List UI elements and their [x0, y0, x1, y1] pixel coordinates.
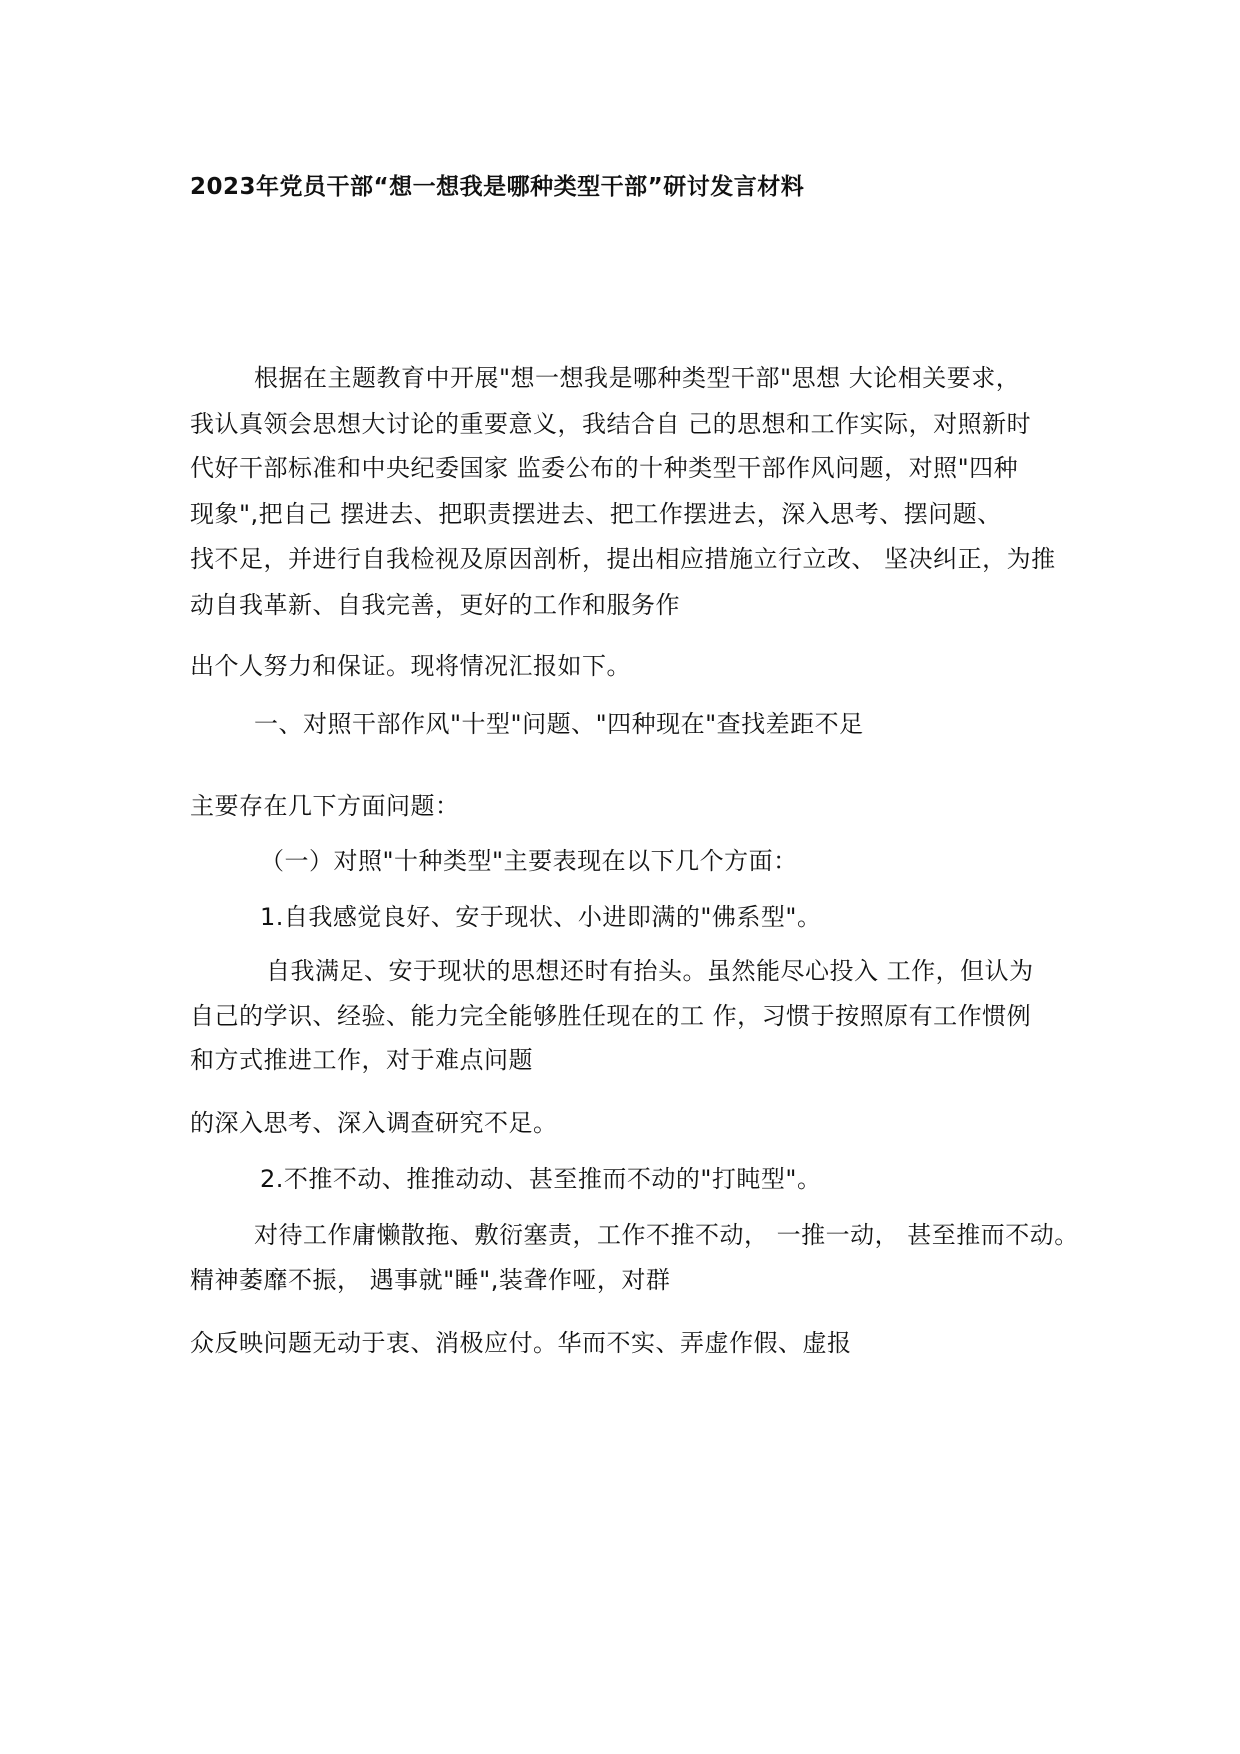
paragraph-line: 对待工作庸懒散拖、敷衍塞责，工作不推不动， 一推一动， 甚至推而不动。 [254, 1221, 1079, 1249]
paragraph-line: 我认真领会思想大讨论的重要意义，我结合自 己的思想和工作实际，对照新时 [190, 410, 1032, 438]
paragraph-line: 精神萎靡不振， 遇事就"睡",装聋作哑，对群 [190, 1266, 671, 1294]
paragraph-line: 和方式推进工作，对于难点问题 [190, 1046, 533, 1074]
paragraph-line: 出个人努力和保证。现将情况汇报如下。 [190, 652, 631, 680]
document-title: 2023年党员干部“想一想我是哪种类型干部”研讨发言材料 [190, 174, 805, 200]
list-item-heading: 1.自我感觉良好、安于现状、小进即满的"佛系型"。 [260, 903, 822, 931]
paragraph-line: 动自我革新、自我完善，更好的工作和服务作 [190, 591, 680, 619]
subsection-heading: （一）对照"十种类型"主要表现在以下几个方面： [260, 847, 798, 875]
list-item-heading: 2.不推不动、推推动动、甚至推而不动的"打盹型"。 [260, 1165, 822, 1193]
section-heading: 一、对照干部作风"十型"问题、"四种现在"查找差距不足 [254, 710, 864, 738]
paragraph-line: 代好干部标准和中央纪委国家 监委公布的十种类型干部作风问题，对照"四种 [190, 454, 1019, 482]
paragraph-line: 众反映问题无动于衷、消极应付。华而不实、弄虚作假、虚报 [190, 1329, 852, 1357]
paragraph-line: 自我满足、安于现状的思想还时有抬头。虽然能尽心投入 工作，但认为 [266, 957, 1034, 985]
paragraph-line: 的深入思考、深入调查研究不足。 [190, 1109, 558, 1137]
paragraph-line: 找不足，并进行自我检视及原因剖析，提出相应措施立行立改、 坚决纠正，为推 [190, 545, 1056, 573]
paragraph-line: 主要存在几下方面问题： [190, 792, 460, 820]
paragraph-line: 自己的学识、经验、能力完全能够胜任现在的工 作，习惯于按照原有工作惯例 [190, 1002, 1032, 1030]
paragraph-line: 现象",把自己 摆进去、把职责摆进去、把工作摆进去，深入思考、摆问题、 [190, 500, 1002, 528]
paragraph-line: 根据在主题教育中开展"想一想我是哪种类型干部"思想 大论相关要求， [254, 364, 1021, 392]
